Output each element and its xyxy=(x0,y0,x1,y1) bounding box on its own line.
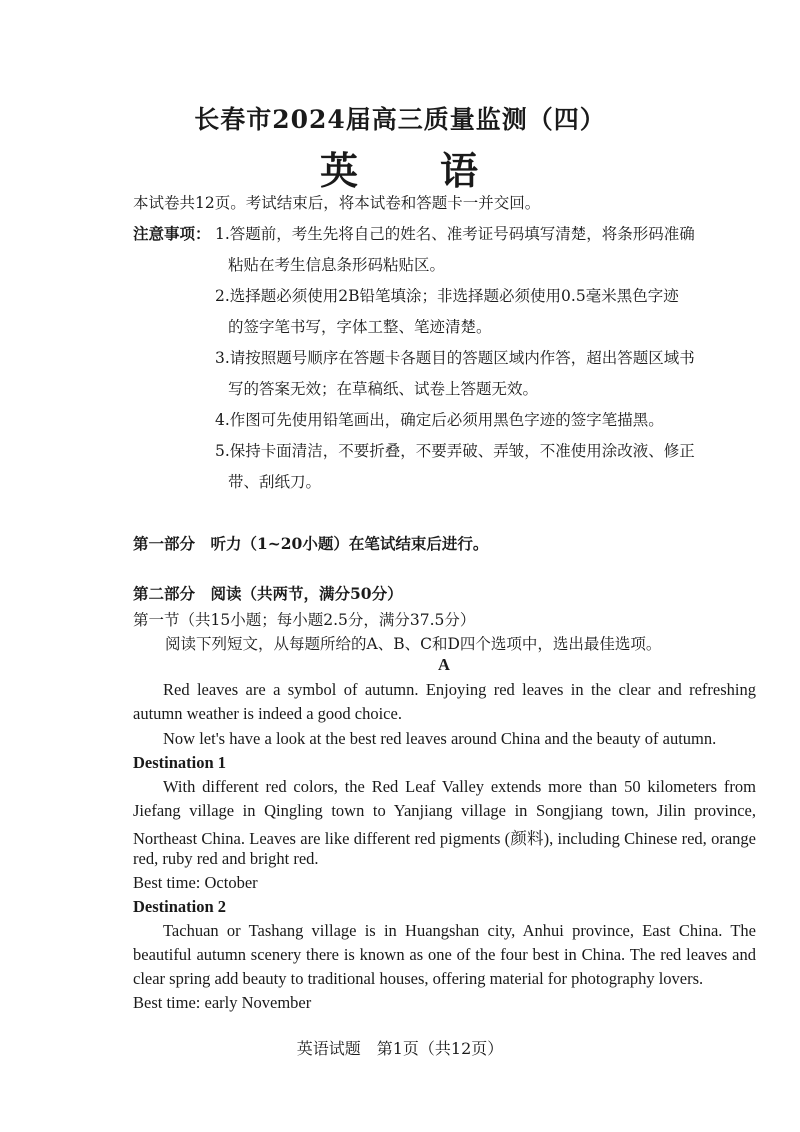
exam-title: 长春市2024届高三质量监测（四） xyxy=(194,105,606,134)
destination-1-heading: Destination 1 xyxy=(133,753,227,772)
passage-p2: Now let's have a look at the best red leaves around China and the beauty of autumn. xyxy=(163,729,717,748)
destination-2-line3: clear spring add beauty to traditional houses, offering material for photography lovers. xyxy=(133,969,704,988)
section-instruction: 阅读下列短文，从每题所给的A、B、C和D四个选项中，选出最佳选项。 xyxy=(165,635,662,653)
passage-p1-line1: Red leaves are a symbol of autumn. Enjoying red leaves in the clear and refreshing xyxy=(163,680,756,699)
exam-intro: 本试卷共12页。考试结束后，将本试卷和答题卡一并交回。 xyxy=(133,194,541,212)
destination-2-heading: Destination 2 xyxy=(133,897,227,916)
part1-heading: 第一部分 听力（1~20小题）在笔试结束后进行。 xyxy=(133,534,489,553)
notice-item-2-line1: 2.选择题必须使用2B铅笔填涂；非选择题必须使用0.5毫米黑色字迹 xyxy=(215,287,679,305)
section1-heading: 第一节（共15小题；每小题2.5分，满分37.5分） xyxy=(133,611,476,629)
notice-item-3-line1: 3.请按照题号顺序在答题卡各题目的答题区域内作答，超出答题区域书 xyxy=(215,349,695,367)
destination-2-line2: beautiful autumn scenery there is known as one of the four best in China. The red leaves and xyxy=(133,945,756,964)
destination-1-line2: Jiefang village in Qingling town to Yanjiang village in Songjiang town, Jilin province, xyxy=(133,801,756,820)
notice-item-3-line2: 写的答案无效；在草稿纸、试卷上答题无效。 xyxy=(228,380,539,398)
notice-item-4-line1: 4.作图可先使用铅笔画出，确定后必须用黑色字迹的签字笔描黑。 xyxy=(215,411,664,429)
destination-1-line1: With different red colors, the Red Leaf Valley extends more than 50 kilometers from xyxy=(163,777,756,796)
passage-p1-line2: autumn weather is indeed a good choice. xyxy=(133,704,402,723)
destination-2-line1: Tachuan or Tashang village is in Huangshan city, Anhui province, East China. The xyxy=(163,921,756,940)
notice-item-5-line2: 带、刮纸刀。 xyxy=(228,473,322,491)
destination-1-best-time: Best time: October xyxy=(133,873,258,892)
notice-item-5-line1: 5.保持卡面清洁，不要折叠，不要弄破、弄皱，不准使用涂改液、修正 xyxy=(215,442,695,460)
destination-1-line3: Northeast China. Leaves are like different red pigments (颜料), including Chinese red, orange xyxy=(133,829,756,848)
notice-item-1-line1: 1.答题前，考生先将自己的姓名、准考证号码填写清楚，将条形码准确 xyxy=(215,225,695,243)
notice-label: 注意事项： xyxy=(133,224,211,243)
part2-heading: 第二部分 阅读（共两节，满分50分） xyxy=(133,584,403,603)
notice-item-2-line2: 的签字笔书写，字体工整、笔迹清楚。 xyxy=(228,318,492,336)
destination-2-best-time: Best time: early November xyxy=(133,993,312,1012)
page-footer: 英语试题 第1页（共12页） xyxy=(296,1039,504,1058)
passage-label: A xyxy=(438,655,450,674)
subject-title: 英 语 xyxy=(319,148,480,193)
destination-1-line4: red, ruby red and bright red. xyxy=(133,849,319,868)
notice-item-1-line2: 粘贴在考生信息条形码粘贴区。 xyxy=(228,256,446,274)
